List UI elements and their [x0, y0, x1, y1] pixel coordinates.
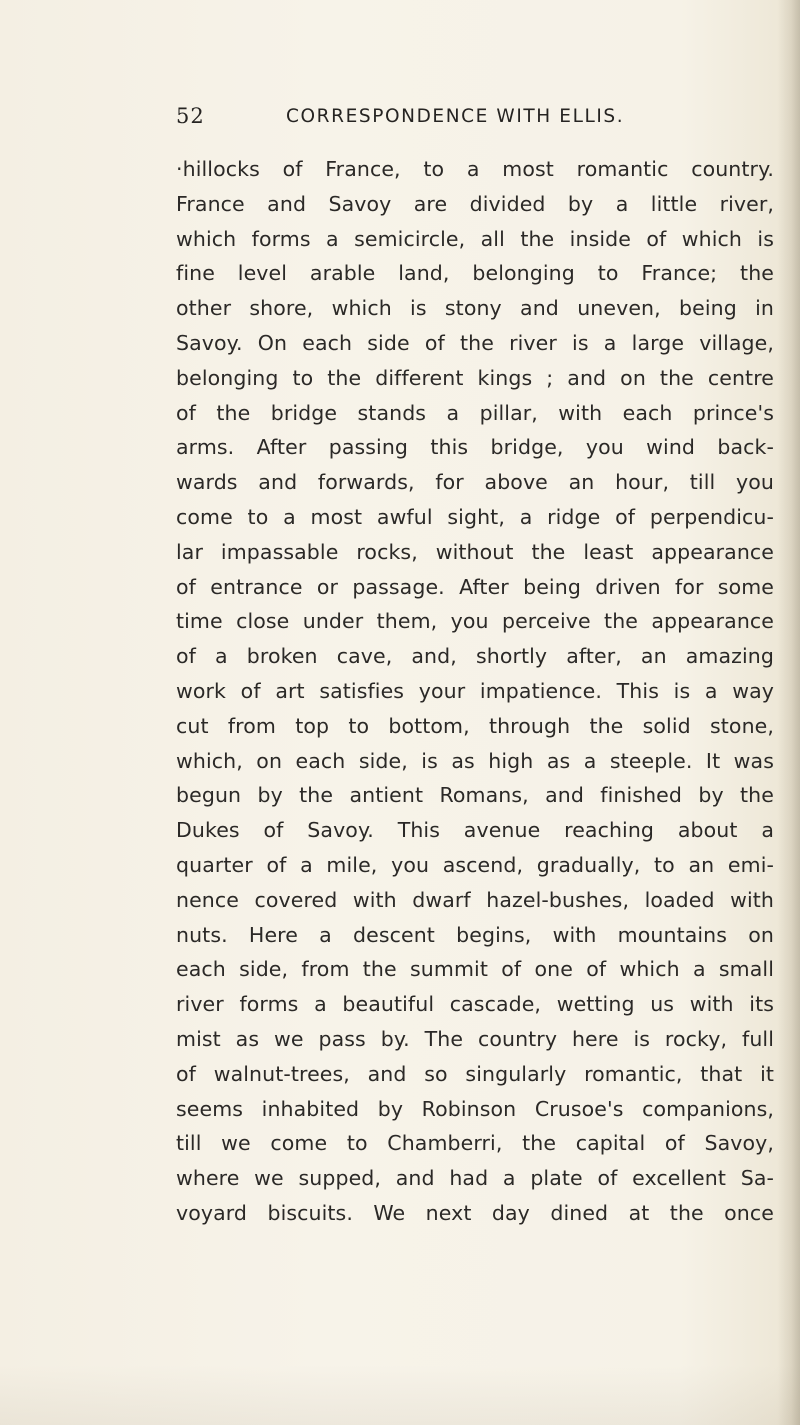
text-line: of the bridge stands a pillar, with each prince's [176, 400, 774, 425]
running-header [0, 104, 800, 134]
text-line: lar impassable rocks, without the least appearance [176, 539, 774, 564]
text-line: quarter of a mile, you ascend, gradually, to an emi- [176, 852, 774, 877]
page-edge-shadow [778, 0, 800, 1425]
text-line: fine level arable land, belonging to France; the [176, 261, 774, 286]
running-title: CORRESPONDENCE WITH ELLIS. [286, 106, 625, 127]
text-line: which forms a semicircle, all the inside of which is [176, 226, 774, 251]
page-number: 52 [176, 104, 205, 128]
text-line: where we supped, and had a plate of excellent Sa- [176, 1166, 774, 1191]
text-line: wards and forwards, for above an hour, till you [176, 470, 774, 495]
text-line: seems inhabited by Robinson Crusoe's companions, [176, 1096, 774, 1121]
text-line: arms. After passing this bridge, you wind back- [176, 435, 774, 460]
text-line: Savoy. On each side of the river is a large village, [176, 330, 774, 355]
text-line: come to a most awful sight, a ridge of perpendicu- [176, 504, 774, 529]
text-line: Dukes of Savoy. This avenue reaching about a [176, 818, 774, 843]
text-line: which, on each side, is as high as a steeple. It was [176, 748, 774, 773]
text-line: voyard biscuits. We next day dined at the once [176, 1200, 774, 1225]
text-line: time close under them, you perceive the appearance [176, 609, 774, 634]
text-line: nuts. Here a descent begins, with mountains on [176, 922, 774, 947]
text-line: begun by the antient Romans, and finished by the [176, 783, 774, 808]
text-line: river forms a beautiful cascade, wetting us with its [176, 992, 774, 1017]
text-line: France and Savoy are divided by a little river, [176, 191, 774, 216]
text-line: other shore, which is stony and uneven, being in [176, 296, 774, 321]
text-line: work of art satisfies your impatience. This is a way [176, 678, 774, 703]
body-text [176, 152, 774, 1231]
text-line: ·hillocks of France, to a most romantic country. [176, 157, 774, 181]
text-line: till we come to Chamberri, the capital of Savoy, [176, 1131, 774, 1156]
text-line: of walnut-trees, and so singularly romantic, that it [176, 1061, 774, 1086]
text-line: nence covered with dwarf hazel-bushes, loaded with [176, 887, 774, 912]
text-line: belonging to the different kings ; and on the centre [176, 365, 774, 390]
text-line: cut from top to bottom, through the solid stone, [176, 713, 774, 738]
text-line: each side, from the summit of one of which a small [176, 957, 774, 982]
text-line: of entrance or passage. After being driven for some [176, 574, 774, 599]
text-line: mist as we pass by. The country here is rocky, full [176, 1026, 774, 1051]
text-line: of a broken cave, and, shortly after, an amazing [176, 644, 774, 669]
page-bottom-shading [0, 1365, 800, 1425]
